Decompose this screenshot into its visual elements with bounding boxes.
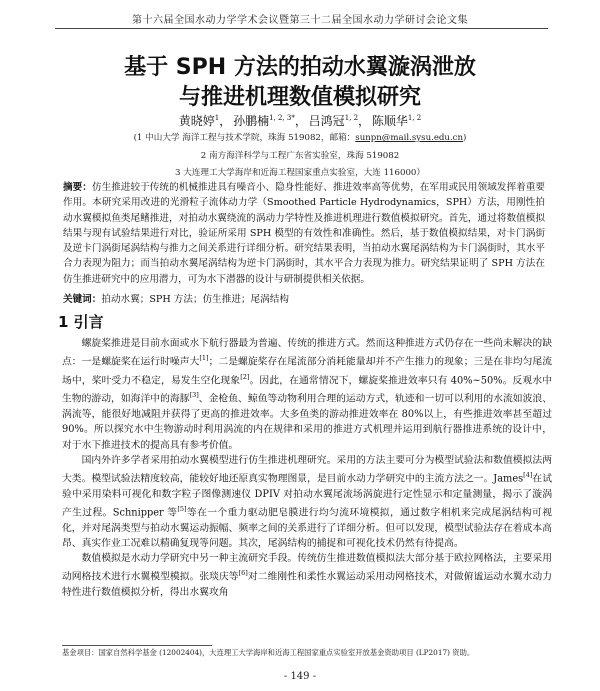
body-text xyxy=(62,336,552,600)
paragraph-text: 。因此，在通常情况下，螺旋桨推进效率只有 40%~50%。反观水中生物的游动，如海洋中的海豚 xyxy=(62,375,553,405)
author-affiliation-mark: 1, 2 xyxy=(344,114,359,122)
affiliation-1 xyxy=(40,131,560,143)
citation-mark: [4] xyxy=(523,471,533,480)
citation-mark: [1] xyxy=(199,354,209,363)
affiliation-2: 2 南方海洋科学与工程广东省实验室，珠海 519082 xyxy=(200,151,400,161)
paragraph-text: 对二维刚性和柔性水翼运动采用动网格技术，对做俯谧运动水翼水动力特性进行数值模拟分析，得出水翼攻角 xyxy=(62,571,553,599)
author-list: 黄晓婷$^1$， 孙鹏楠$^{1, 2, 3*}$， 吕鸿冠$^{1, 2}$， 陈顺华$^{1, 2}$ xyxy=(178,114,422,128)
paragraph-text: ；二是螺旋桨存在尾流部分消耗能量却并不产生推力的现象；三是在非均匀尾流场中，桨叶受力不稳定，易发生空化现象 xyxy=(62,356,553,387)
author-name: 黄晓婷 xyxy=(178,114,215,128)
citation-mark: [3] xyxy=(189,391,199,400)
citation-mark: [2] xyxy=(240,372,250,381)
citation-mark: [6] xyxy=(238,569,248,578)
paragraph xyxy=(62,453,552,551)
paragraph xyxy=(62,336,552,453)
keywords xyxy=(63,292,545,307)
abstract-text: 仿生推进较于传统的机械推进具有噪音小、隐身性能好、推进效率高等优势，在军用或民用领域发挥着重要作用。本研究采用改进的光滑粒子流体动力学（Smoothed Particle Hydrodynamics，SPH）方法，用刚性拍动水翼模拟鱼类尾鳍推进，对拍动水翼绕流的涡动力学特性及推进机理进行数值模拟研究。首先，通过将数值模拟结果与现有试验结果进行对比，验证所采用 SPH 模型的有效性和准确性。然后，基于数值模拟结果，对卡门涡街及逆卡门涡街尾涡结构与推力之间关系进行详细分析。研究结果表明，当拍动水翼尾涡结构为卡门涡街时，其水平合力表现为阻力；而当拍动水翼尾涡结构为逆卡门涡街时，其水平合力表现为推力。研究结果证明了 SPH 方法在仿生推进研究中的应用潜力，可为水下潜器的设计与研制提供相关依据。 xyxy=(63,182,546,285)
paragraph-text: 国内外许多学者采用拍动水翼模型进行仿生推进机理研究。采用的方法主要可分为模型试验法和数值模拟法两大类。模型试验法精度较高，能较好地还原真实物理图景，是目前水动力学研究中的主流方法之一。James xyxy=(62,454,552,485)
affiliation-1-close: ) xyxy=(463,133,467,143)
affiliation-1-text: (1 中山大学 海洋工程与技术学院，珠海 519082，邮箱： xyxy=(133,133,356,143)
footnote-rule xyxy=(62,645,212,646)
abstract-label: 摘要： xyxy=(63,182,92,193)
abstract xyxy=(63,180,545,287)
paragraph-text: 数值模拟是水动力学研究中另一种主流研究手段。传统仿生推进数值模拟法大部分基于欧拉网格法，主要采用动网格技术进行水翼模型模拟。张琰庆等 xyxy=(62,553,552,583)
section-heading-introduction: 1 引言 xyxy=(58,313,104,331)
paragraph-text: 、金枪鱼、鲸鱼等动物利用合理的运动方式，轨迹和一切可以利用的水流如波浪、涡流等，能很好地减阻并获得了更高的推进效率。大多鱼类的游动推进效率在 80%以上，有些推进效率甚至超过 90%。所以探究水中生物游动时利用涡流的内在规律和采用的推进方式机理并运用到航行器推进系统的设计中，对于水下推进技术的提高具有参考价值。 xyxy=(62,393,553,451)
author-affiliation-mark: 1, 2, 3* xyxy=(269,114,295,122)
paragraph-text: 在试验中采用染料可视化和数字粒子图像测速仪 DPIV 对拍动水翼尾流场涡旋进行定性显示和定量测量，揭示了漩涡产生过程。Schnipper 等 xyxy=(62,473,552,519)
paper-title-line-1: 基于 SPH 方法的拍动水翼漩涡泄放 xyxy=(124,55,476,80)
author-name: 孙鹏楠 xyxy=(233,114,270,128)
author-name: 吕鸿冠 xyxy=(308,114,345,128)
keywords-text: 拍动水翼；SPH 方法；仿生推进；尾涡结构 xyxy=(101,294,289,305)
paper-title-line-2: 与推进机理数值模拟研究 xyxy=(178,85,421,110)
affiliation-3: 3 大连理工大学海岸和近海工程国家重点实验室，大连 116000） xyxy=(175,168,425,178)
paragraph xyxy=(62,551,552,600)
author-affiliation-mark: 1 xyxy=(214,114,220,122)
citation-mark: [5] xyxy=(177,505,187,514)
author-name: 陈顺华 xyxy=(371,114,408,128)
paragraph-text: 螺旋桨推进是目前水面或水下航行器最为普遍、传统的推进方式。然而这种推进方式仍存在一些尚未解决的缺点：一是螺旋桨在运行时噪声大 xyxy=(62,338,552,368)
email-link[interactable]: sunpn@mail.sysu.edu.cn xyxy=(355,133,464,143)
keywords-label: 关键词： xyxy=(63,294,102,305)
author-affiliation-mark: 1, 2 xyxy=(407,114,422,122)
paragraph-text: 等在一个重力驱动肥皂膜进行均匀流环境模拟，通过数字相机来完成尾涡结构可视化，并对尾涡类型与拍动水翼运动振幅、频率之间的关系进行了详细分析。但可以发现，模型试验法存在着成本高昂、真实作业工况难以精确复现等问题。其次，尾涡结构的捕捉和可视化技术仍然有待提高。 xyxy=(62,507,553,549)
header-rule xyxy=(55,28,548,29)
page-number: - 149 - xyxy=(283,671,317,682)
funding-footnote: 基金项目：国家自然科学基金 (12002404)，大连理工大学海岸和近海工程国家重点实验室开放基金资助项目 (LP2017) 资助。 xyxy=(62,648,475,657)
running-header: 第十六届全国水动力学学术会议暨第三十二届全国水动力学研讨会论文集 xyxy=(132,15,468,26)
